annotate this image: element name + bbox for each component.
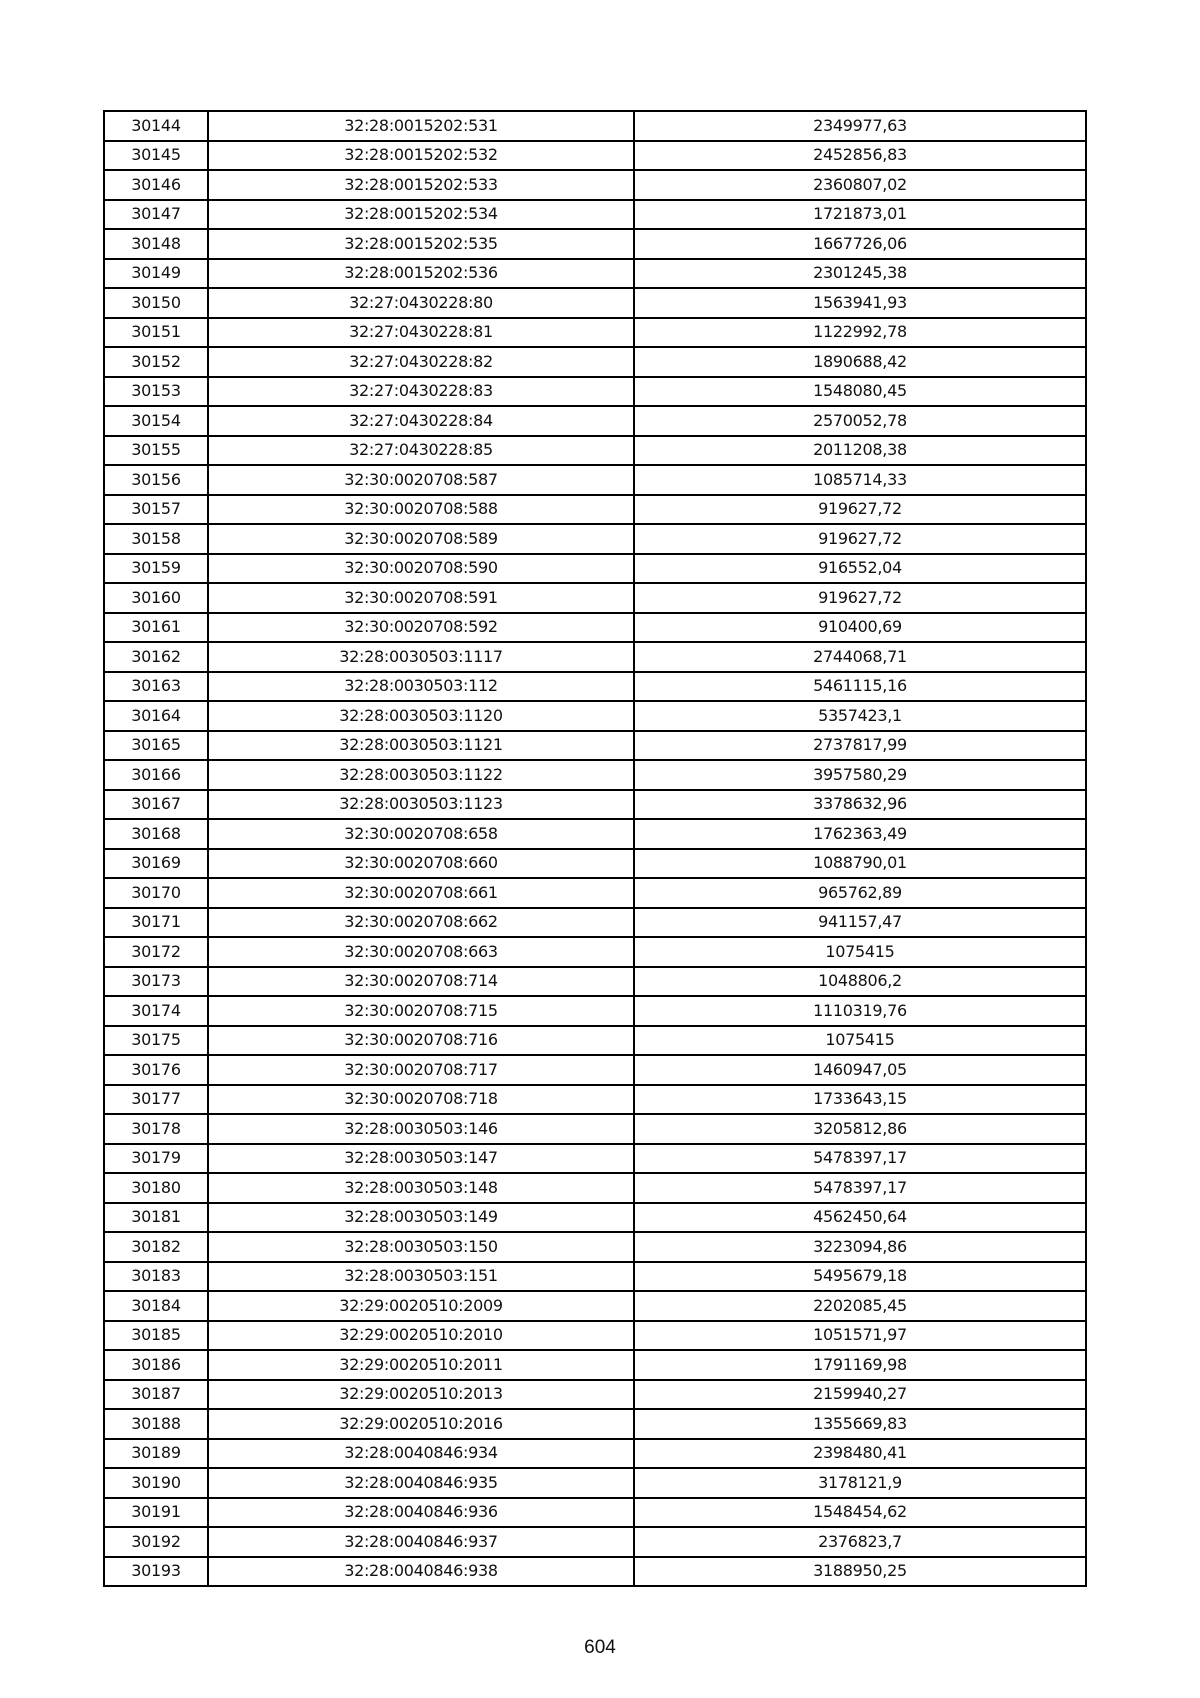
value-cell: 4562450,64 bbox=[634, 1203, 1086, 1233]
table-row bbox=[104, 347, 1086, 377]
value-cell: 5461115,16 bbox=[634, 672, 1086, 702]
value-cell: 1548454,62 bbox=[634, 1498, 1086, 1528]
cadastral-number-cell: 32:30:0020708:589 bbox=[208, 524, 634, 554]
table-row bbox=[104, 1291, 1086, 1321]
row-number-cell: 30183 bbox=[104, 1262, 208, 1292]
table-row bbox=[104, 967, 1086, 997]
row-number-cell: 30147 bbox=[104, 200, 208, 230]
row-number-cell: 30159 bbox=[104, 554, 208, 584]
value-cell: 2349977,63 bbox=[634, 111, 1086, 141]
cadastral-number-cell: 32:30:0020708:662 bbox=[208, 908, 634, 938]
row-number-cell: 30161 bbox=[104, 613, 208, 643]
value-cell: 2202085,45 bbox=[634, 1291, 1086, 1321]
cadastral-number-cell: 32:30:0020708:592 bbox=[208, 613, 634, 643]
table-row bbox=[104, 1527, 1086, 1557]
row-number-cell: 30152 bbox=[104, 347, 208, 377]
row-number-cell: 30179 bbox=[104, 1144, 208, 1174]
value-cell: 1563941,93 bbox=[634, 288, 1086, 318]
cadastral-number-cell: 32:28:0030503:146 bbox=[208, 1114, 634, 1144]
cadastral-number-cell: 32:28:0040846:934 bbox=[208, 1439, 634, 1469]
value-cell: 5495679,18 bbox=[634, 1262, 1086, 1292]
table-row bbox=[104, 1409, 1086, 1439]
value-cell: 1355669,83 bbox=[634, 1409, 1086, 1439]
row-number-cell: 30189 bbox=[104, 1439, 208, 1469]
table-row bbox=[104, 288, 1086, 318]
cadastral-number-cell: 32:28:0030503:149 bbox=[208, 1203, 634, 1233]
value-cell: 1890688,42 bbox=[634, 347, 1086, 377]
row-number-cell: 30193 bbox=[104, 1557, 208, 1587]
table-row bbox=[104, 1350, 1086, 1380]
row-number-cell: 30158 bbox=[104, 524, 208, 554]
value-cell: 1122992,78 bbox=[634, 318, 1086, 348]
cadastral-number-cell: 32:28:0040846:938 bbox=[208, 1557, 634, 1587]
cadastral-number-cell: 32:28:0015202:532 bbox=[208, 141, 634, 171]
table-row bbox=[104, 937, 1086, 967]
table-row bbox=[104, 1380, 1086, 1410]
row-number-cell: 30181 bbox=[104, 1203, 208, 1233]
value-cell: 3378632,96 bbox=[634, 790, 1086, 820]
value-cell: 5478397,17 bbox=[634, 1173, 1086, 1203]
row-number-cell: 30164 bbox=[104, 701, 208, 731]
row-number-cell: 30157 bbox=[104, 495, 208, 525]
cadastral-number-cell: 32:30:0020708:715 bbox=[208, 996, 634, 1026]
cadastral-number-cell: 32:28:0015202:533 bbox=[208, 170, 634, 200]
value-cell: 916552,04 bbox=[634, 554, 1086, 584]
row-number-cell: 30174 bbox=[104, 996, 208, 1026]
cadastral-number-cell: 32:30:0020708:658 bbox=[208, 819, 634, 849]
table-row bbox=[104, 790, 1086, 820]
value-cell: 2301245,38 bbox=[634, 259, 1086, 289]
row-number-cell: 30156 bbox=[104, 465, 208, 495]
value-cell: 3188950,25 bbox=[634, 1557, 1086, 1587]
row-number-cell: 30173 bbox=[104, 967, 208, 997]
table-row bbox=[104, 1114, 1086, 1144]
cadastral-number-cell: 32:27:0430228:85 bbox=[208, 436, 634, 466]
row-number-cell: 30169 bbox=[104, 849, 208, 879]
table-row bbox=[104, 1262, 1086, 1292]
table-body bbox=[104, 111, 1086, 1586]
row-number-cell: 30154 bbox=[104, 406, 208, 436]
row-number-cell: 30153 bbox=[104, 377, 208, 407]
cadastral-number-cell: 32:27:0430228:84 bbox=[208, 406, 634, 436]
row-number-cell: 30191 bbox=[104, 1498, 208, 1528]
value-cell: 1667726,06 bbox=[634, 229, 1086, 259]
table-row bbox=[104, 672, 1086, 702]
table-row bbox=[104, 642, 1086, 672]
table-row bbox=[104, 1026, 1086, 1056]
table-row bbox=[104, 200, 1086, 230]
cadastral-number-cell: 32:28:0015202:531 bbox=[208, 111, 634, 141]
value-cell: 1048806,2 bbox=[634, 967, 1086, 997]
table-row bbox=[104, 1055, 1086, 1085]
row-number-cell: 30180 bbox=[104, 1173, 208, 1203]
page-number: 604 bbox=[584, 1637, 616, 1658]
cadastral-number-cell: 32:28:0015202:536 bbox=[208, 259, 634, 289]
value-cell: 2744068,71 bbox=[634, 642, 1086, 672]
value-cell: 3205812,86 bbox=[634, 1114, 1086, 1144]
cadastral-number-cell: 32:28:0030503:1117 bbox=[208, 642, 634, 672]
row-number-cell: 30155 bbox=[104, 436, 208, 466]
cadastral-number-cell: 32:28:0030503:1120 bbox=[208, 701, 634, 731]
value-cell: 965762,89 bbox=[634, 878, 1086, 908]
row-number-cell: 30167 bbox=[104, 790, 208, 820]
row-number-cell: 30192 bbox=[104, 1527, 208, 1557]
table-row bbox=[104, 318, 1086, 348]
cadastral-number-cell: 32:29:0020510:2011 bbox=[208, 1350, 634, 1380]
cadastral-number-cell: 32:30:0020708:660 bbox=[208, 849, 634, 879]
table-row bbox=[104, 465, 1086, 495]
table-row bbox=[104, 1203, 1086, 1233]
value-cell: 1721873,01 bbox=[634, 200, 1086, 230]
table-row bbox=[104, 908, 1086, 938]
table-row bbox=[104, 1085, 1086, 1115]
row-number-cell: 30145 bbox=[104, 141, 208, 171]
value-cell: 1088790,01 bbox=[634, 849, 1086, 879]
table-row bbox=[104, 849, 1086, 879]
value-cell: 1075415 bbox=[634, 937, 1086, 967]
table-row bbox=[104, 613, 1086, 643]
value-cell: 1051571,97 bbox=[634, 1321, 1086, 1351]
cadastral-number-cell: 32:28:0040846:937 bbox=[208, 1527, 634, 1557]
row-number-cell: 30184 bbox=[104, 1291, 208, 1321]
row-number-cell: 30186 bbox=[104, 1350, 208, 1380]
table-row bbox=[104, 436, 1086, 466]
table-row bbox=[104, 229, 1086, 259]
cadastral-number-cell: 32:28:0030503:112 bbox=[208, 672, 634, 702]
cadastral-number-cell: 32:28:0030503:1123 bbox=[208, 790, 634, 820]
cadastral-number-cell: 32:29:0020510:2009 bbox=[208, 1291, 634, 1321]
row-number-cell: 30185 bbox=[104, 1321, 208, 1351]
value-cell: 1110319,76 bbox=[634, 996, 1086, 1026]
cadastral-number-cell: 32:30:0020708:663 bbox=[208, 937, 634, 967]
table-row bbox=[104, 996, 1086, 1026]
value-cell: 2376823,7 bbox=[634, 1527, 1086, 1557]
value-cell: 1548080,45 bbox=[634, 377, 1086, 407]
row-number-cell: 30171 bbox=[104, 908, 208, 938]
value-cell: 1085714,33 bbox=[634, 465, 1086, 495]
cadastral-number-cell: 32:30:0020708:716 bbox=[208, 1026, 634, 1056]
cadastral-number-cell: 32:30:0020708:718 bbox=[208, 1085, 634, 1115]
table-row bbox=[104, 524, 1086, 554]
row-number-cell: 30175 bbox=[104, 1026, 208, 1056]
value-cell: 2159940,27 bbox=[634, 1380, 1086, 1410]
value-cell: 2398480,41 bbox=[634, 1439, 1086, 1469]
cadastral-number-cell: 32:28:0040846:936 bbox=[208, 1498, 634, 1528]
table-row bbox=[104, 1321, 1086, 1351]
row-number-cell: 30177 bbox=[104, 1085, 208, 1115]
cadastral-number-cell: 32:28:0040846:935 bbox=[208, 1468, 634, 1498]
cadastral-number-cell: 32:28:0030503:147 bbox=[208, 1144, 634, 1174]
row-number-cell: 30188 bbox=[104, 1409, 208, 1439]
cadastral-number-cell: 32:27:0430228:80 bbox=[208, 288, 634, 318]
table-row bbox=[104, 1144, 1086, 1174]
value-cell: 1460947,05 bbox=[634, 1055, 1086, 1085]
value-cell: 941157,47 bbox=[634, 908, 1086, 938]
row-number-cell: 30172 bbox=[104, 937, 208, 967]
cadastral-number-cell: 32:29:0020510:2013 bbox=[208, 1380, 634, 1410]
value-cell: 3223094,86 bbox=[634, 1232, 1086, 1262]
cadastral-number-cell: 32:28:0030503:151 bbox=[208, 1262, 634, 1292]
table-row bbox=[104, 1498, 1086, 1528]
row-number-cell: 30165 bbox=[104, 731, 208, 761]
value-cell: 3178121,9 bbox=[634, 1468, 1086, 1498]
row-number-cell: 30182 bbox=[104, 1232, 208, 1262]
row-number-cell: 30151 bbox=[104, 318, 208, 348]
value-cell: 5357423,1 bbox=[634, 701, 1086, 731]
table-row bbox=[104, 1439, 1086, 1469]
row-number-cell: 30178 bbox=[104, 1114, 208, 1144]
value-cell: 910400,69 bbox=[634, 613, 1086, 643]
table-row bbox=[104, 259, 1086, 289]
cadastral-number-cell: 32:28:0030503:1121 bbox=[208, 731, 634, 761]
table-row bbox=[104, 819, 1086, 849]
cadastral-number-cell: 32:30:0020708:591 bbox=[208, 583, 634, 613]
cadastral-number-cell: 32:27:0430228:83 bbox=[208, 377, 634, 407]
row-number-cell: 30150 bbox=[104, 288, 208, 318]
row-number-cell: 30168 bbox=[104, 819, 208, 849]
table-row bbox=[104, 1232, 1086, 1262]
table-row bbox=[104, 1468, 1086, 1498]
row-number-cell: 30170 bbox=[104, 878, 208, 908]
cadastral-number-cell: 32:29:0020510:2016 bbox=[208, 1409, 634, 1439]
row-number-cell: 30190 bbox=[104, 1468, 208, 1498]
table-row bbox=[104, 760, 1086, 790]
table-row bbox=[104, 583, 1086, 613]
value-cell: 2452856,83 bbox=[634, 141, 1086, 171]
value-cell: 3957580,29 bbox=[634, 760, 1086, 790]
cadastral-number-cell: 32:30:0020708:661 bbox=[208, 878, 634, 908]
data-table bbox=[103, 110, 1087, 1587]
table-row bbox=[104, 406, 1086, 436]
cadastral-number-cell: 32:27:0430228:81 bbox=[208, 318, 634, 348]
table-row bbox=[104, 554, 1086, 584]
value-cell: 919627,72 bbox=[634, 583, 1086, 613]
cadastral-number-cell: 32:28:0015202:535 bbox=[208, 229, 634, 259]
cadastral-number-cell: 32:30:0020708:590 bbox=[208, 554, 634, 584]
value-cell: 1762363,49 bbox=[634, 819, 1086, 849]
value-cell: 919627,72 bbox=[634, 495, 1086, 525]
table-row bbox=[104, 701, 1086, 731]
value-cell: 919627,72 bbox=[634, 524, 1086, 554]
table-row bbox=[104, 170, 1086, 200]
value-cell: 2011208,38 bbox=[634, 436, 1086, 466]
row-number-cell: 30187 bbox=[104, 1380, 208, 1410]
row-number-cell: 30146 bbox=[104, 170, 208, 200]
row-number-cell: 30166 bbox=[104, 760, 208, 790]
cadastral-number-cell: 32:28:0015202:534 bbox=[208, 200, 634, 230]
row-number-cell: 30162 bbox=[104, 642, 208, 672]
cadastral-number-cell: 32:28:0030503:1122 bbox=[208, 760, 634, 790]
table-row bbox=[104, 1557, 1086, 1587]
table-row bbox=[104, 141, 1086, 171]
table-row bbox=[104, 731, 1086, 761]
cadastral-number-cell: 32:29:0020510:2010 bbox=[208, 1321, 634, 1351]
row-number-cell: 30144 bbox=[104, 111, 208, 141]
value-cell: 5478397,17 bbox=[634, 1144, 1086, 1174]
cadastral-number-cell: 32:30:0020708:714 bbox=[208, 967, 634, 997]
row-number-cell: 30149 bbox=[104, 259, 208, 289]
value-cell: 1791169,98 bbox=[634, 1350, 1086, 1380]
cadastral-number-cell: 32:27:0430228:82 bbox=[208, 347, 634, 377]
row-number-cell: 30148 bbox=[104, 229, 208, 259]
row-number-cell: 30160 bbox=[104, 583, 208, 613]
value-cell: 1075415 bbox=[634, 1026, 1086, 1056]
cadastral-number-cell: 32:30:0020708:717 bbox=[208, 1055, 634, 1085]
cadastral-number-cell: 32:28:0030503:150 bbox=[208, 1232, 634, 1262]
table-row bbox=[104, 1173, 1086, 1203]
cadastral-number-cell: 32:30:0020708:588 bbox=[208, 495, 634, 525]
table-row bbox=[104, 495, 1086, 525]
cadastral-number-cell: 32:30:0020708:587 bbox=[208, 465, 634, 495]
row-number-cell: 30163 bbox=[104, 672, 208, 702]
cadastral-number-cell: 32:28:0030503:148 bbox=[208, 1173, 634, 1203]
value-cell: 1733643,15 bbox=[634, 1085, 1086, 1115]
value-cell: 2360807,02 bbox=[634, 170, 1086, 200]
table-row bbox=[104, 878, 1086, 908]
table-row bbox=[104, 111, 1086, 141]
value-cell: 2737817,99 bbox=[634, 731, 1086, 761]
row-number-cell: 30176 bbox=[104, 1055, 208, 1085]
value-cell: 2570052,78 bbox=[634, 406, 1086, 436]
table-row bbox=[104, 377, 1086, 407]
